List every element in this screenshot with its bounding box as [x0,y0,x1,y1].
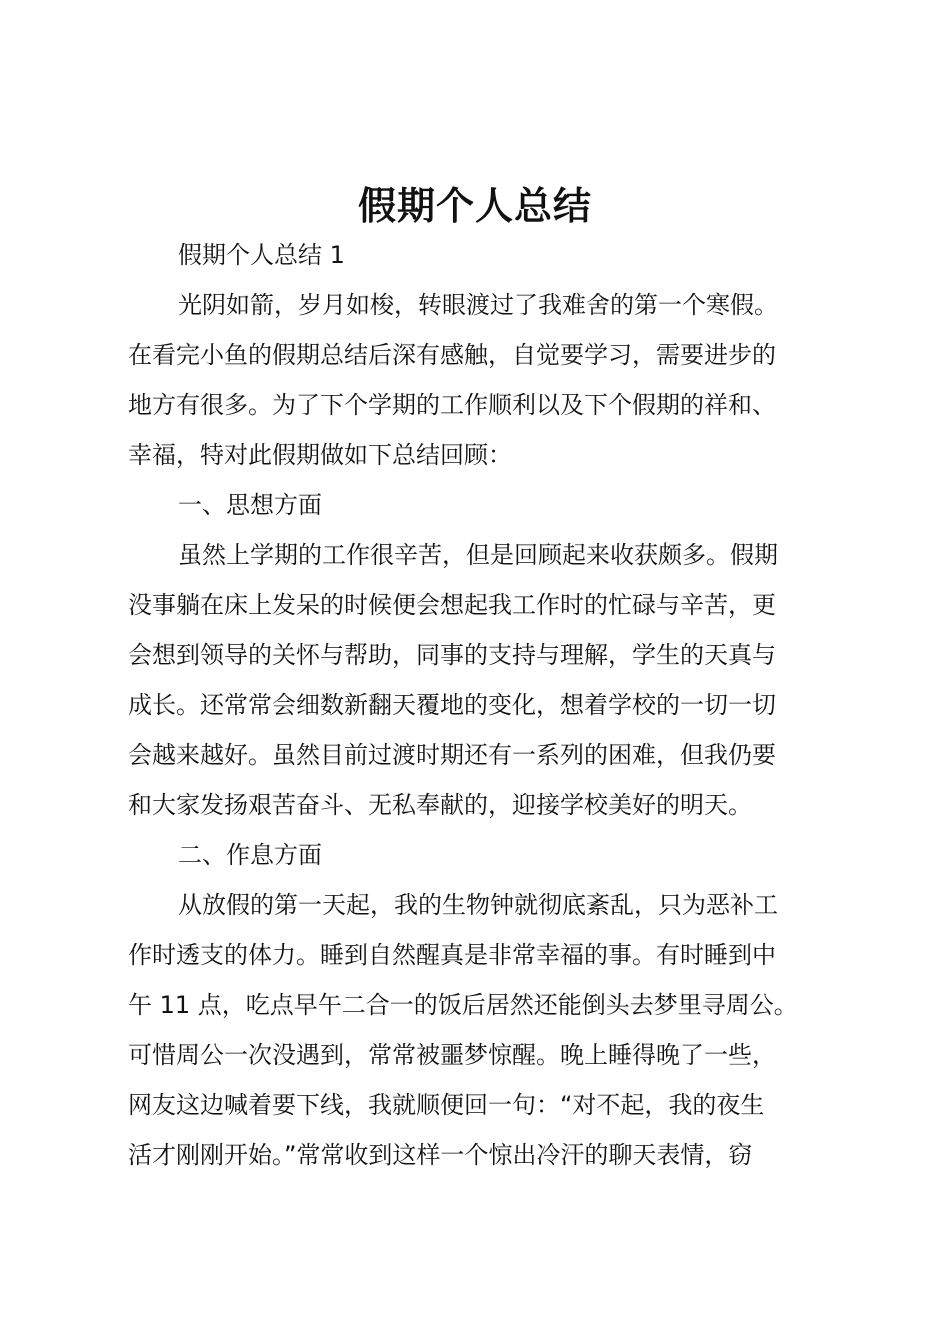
section-heading: 二、作息方面 [178,841,322,869]
paragraph-line: 会越来越好。虽然目前过渡时期还有一系列的困难，但我仍要 [128,741,776,769]
paragraph-line: 会想到领导的关怀与帮助，同事的支持与理解，学生的天真与 [128,641,776,669]
paragraph-line: 虽然上学期的工作很辛苦，但是回顾起来收获颇多。假期 [178,541,778,569]
paragraph-line: 没事躺在床上发呆的时候便会想起我工作时的忙碌与辛苦，更 [128,591,776,619]
section-heading: 一、思想方面 [178,491,322,519]
paragraph-line: 成长。还常常会细数新翻天覆地的变化，想着学校的一切一切 [128,691,776,719]
paragraph-line: 和大家发扬艰苦奋斗、无私奉献的，迎接学校美好的明天。 [128,791,752,819]
paragraph-line: 光阴如箭，岁月如梭，转眼渡过了我难舍的第一个寒假。 [178,291,778,319]
section-subtitle: 假期个人总结 1 [178,241,345,269]
paragraph-line: 幸福，特对此假期做如下总结回顾： [128,441,512,469]
paragraph-line: 从放假的第一天起，我的生物钟就彻底紊乱，只为恶补工 [178,891,778,919]
paragraph-line: 地方有很多。为了下个学期的工作顺利以及下个假期的祥和、 [128,391,776,419]
paragraph-line: 作时透支的体力。睡到自然醒真是非常幸福的事。有时睡到中 [128,941,776,969]
paragraph-line: 在看完小鱼的假期总结后深有感触，自觉要学习，需要进步的 [128,341,776,369]
paragraph-line: 网友这边喊着要下线，我就顺便回一句：“对不起，我的夜生 [128,1091,765,1119]
paragraph-line: 可惜周公一次没遇到，常常被噩梦惊醒。晚上睡得晚了一些， [128,1041,776,1069]
paragraph-line: 活才刚刚开始。”常常收到这样一个惊出冷汗的聊天表情，窃 [128,1141,753,1169]
paragraph-line: 午 11 点，吃点早午二合一的饭后居然还能倒头去梦里寻周公。 [128,991,798,1019]
document-title: 假期个人总结 [357,183,592,228]
